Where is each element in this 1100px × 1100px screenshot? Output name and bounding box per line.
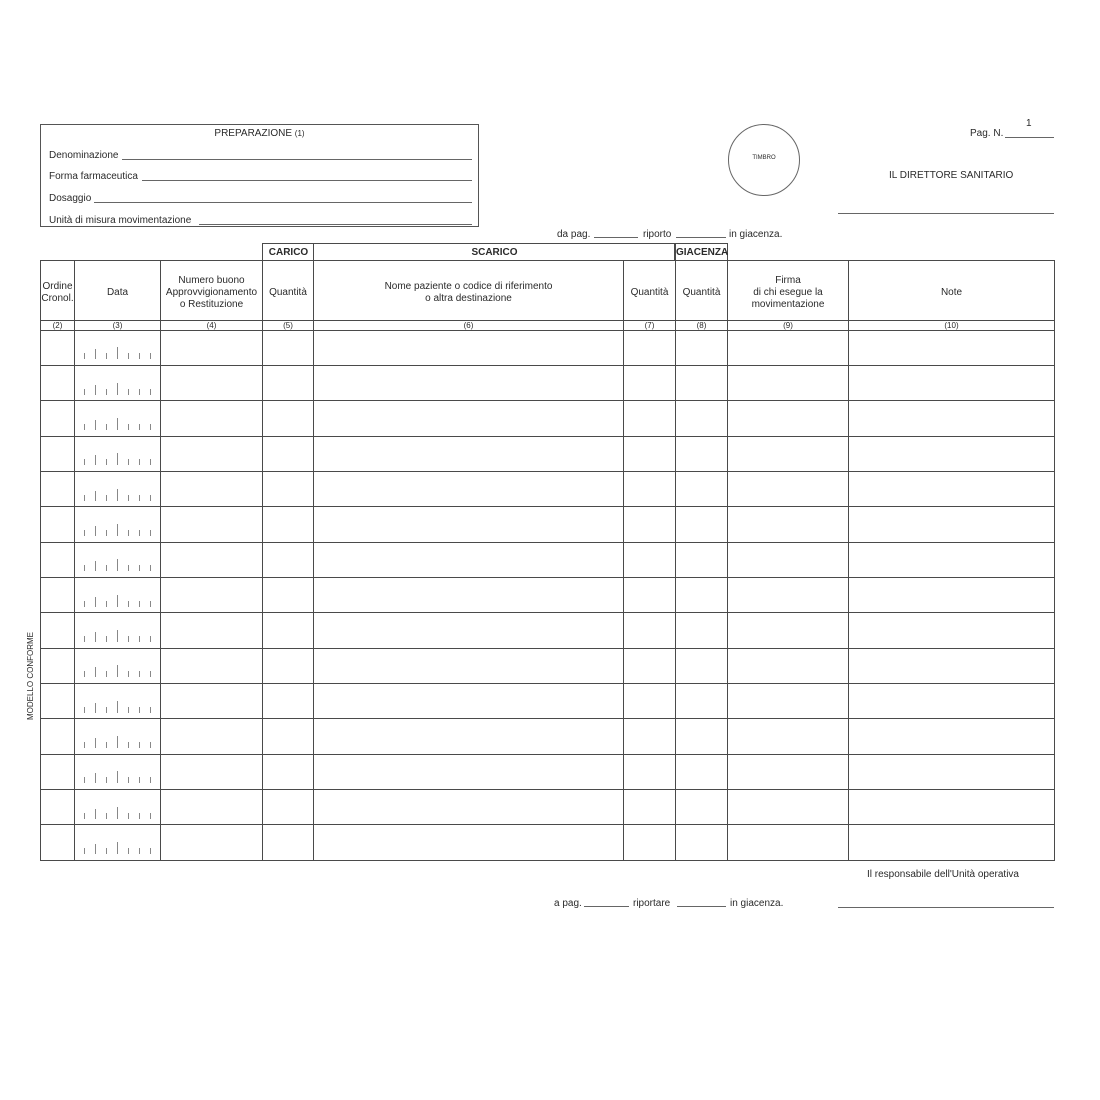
col-ordine-line-1: Ordine bbox=[42, 281, 73, 292]
col-numero-buono-line-1: Numero buono bbox=[178, 275, 245, 286]
table-outline bbox=[41, 261, 1055, 861]
scarico-header: SCARICO bbox=[471, 247, 518, 258]
page-number: 1 bbox=[1026, 118, 1032, 129]
col-num-3: (3) bbox=[112, 321, 123, 330]
col-quantita-carico-header: Quantità bbox=[269, 287, 307, 298]
col-data-header: Data bbox=[106, 287, 129, 298]
col-nome-paziente-line-1: Nome paziente o codice di riferimento bbox=[384, 281, 553, 292]
director-label: IL DIRETTORE SANITARIO bbox=[889, 170, 1014, 181]
col-firma-line-2: di chi esegue la bbox=[753, 287, 823, 298]
col-num-5: (5) bbox=[283, 321, 293, 330]
carry-forward-line[interactable] bbox=[677, 906, 726, 907]
preparation-title-note: (1) bbox=[294, 129, 305, 138]
col-firma-header bbox=[728, 275, 848, 311]
from-page-label: da pag. bbox=[557, 229, 591, 240]
col-num-2: (2) bbox=[52, 321, 63, 330]
col-ordine-line-2: Cronol. bbox=[41, 293, 74, 304]
page-label: Pag. N. bbox=[970, 128, 1004, 139]
col-num-10: (10) bbox=[944, 321, 959, 330]
col-nome-paziente-header bbox=[314, 281, 623, 305]
col-nome-paziente-line-2: o altra destinazione bbox=[425, 293, 512, 304]
col-numero-buono-line-3: o Restituzione bbox=[179, 299, 244, 310]
col-firma-line-1: Firma bbox=[775, 275, 801, 286]
forma-farmaceutica-label: Forma farmaceutica bbox=[49, 171, 138, 182]
stamp-label: TIMBRO bbox=[752, 155, 776, 161]
carry-label: riporto bbox=[643, 229, 672, 240]
unita-misura-label: Unità di misura movimentazione bbox=[49, 215, 192, 226]
col-note-header: Note bbox=[940, 287, 963, 298]
side-text: MODELLO CONFORME bbox=[26, 631, 35, 720]
col-firma-line-3: movimentazione bbox=[751, 299, 825, 310]
col-quantita-scarico-header: Quantità bbox=[630, 287, 669, 298]
col-num-7: (7) bbox=[644, 321, 655, 330]
preparation-title-text: PREPARAZIONE bbox=[214, 128, 293, 139]
col-quantita-giacenza-header: Quantità bbox=[682, 287, 721, 298]
carico-header: CARICO bbox=[268, 247, 309, 258]
col-num-4: (4) bbox=[206, 321, 217, 330]
to-page-label: a pag. bbox=[554, 898, 582, 909]
col-ordine-header bbox=[41, 281, 74, 305]
col-numero-buono-line-2: Approvvigionamento bbox=[165, 287, 258, 298]
col-num-9: (9) bbox=[783, 321, 793, 330]
carry-forward-label: riportare bbox=[633, 898, 671, 909]
denominazione-label: Denominazione bbox=[49, 150, 119, 161]
stock-bottom-label: in giacenza. bbox=[730, 898, 784, 909]
giacenza-header: GIACENZA bbox=[676, 247, 729, 258]
dosaggio-label: Dosaggio bbox=[49, 193, 92, 204]
col-num-6: (6) bbox=[463, 321, 474, 330]
date-tick-marks bbox=[85, 347, 151, 854]
col-numero-buono-header bbox=[161, 275, 262, 311]
responsible-label: Il responsabile dell'Unità operativa bbox=[867, 869, 1019, 880]
stock-label: in giacenza. bbox=[729, 229, 783, 240]
col-num-8: (8) bbox=[696, 321, 707, 330]
to-page-line[interactable] bbox=[584, 906, 629, 907]
responsible-signature-line[interactable] bbox=[838, 907, 1054, 908]
